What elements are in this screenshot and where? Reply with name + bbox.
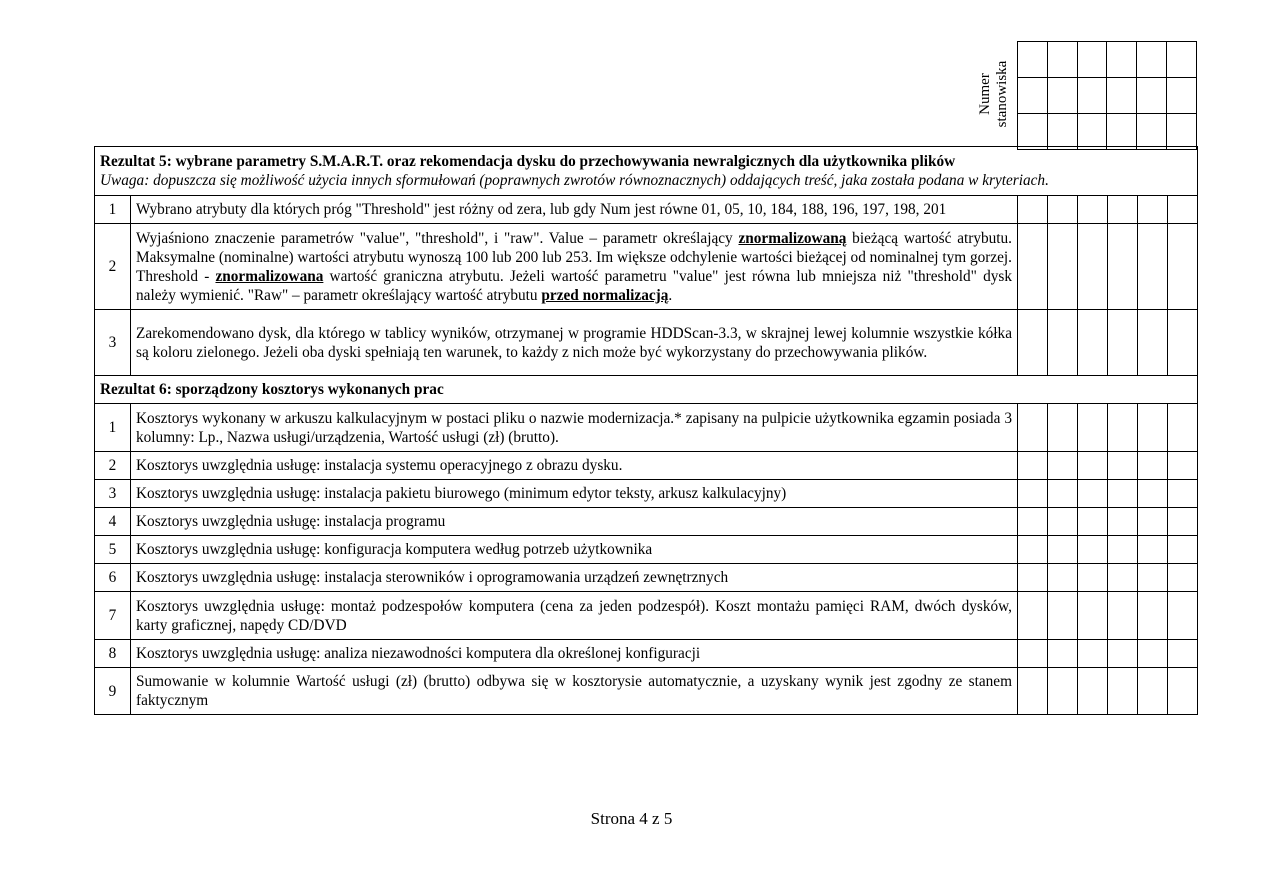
criteria-table bbox=[94, 146, 1198, 715]
table-row bbox=[95, 224, 1198, 310]
score-cell[interactable] bbox=[1138, 404, 1168, 452]
table-row bbox=[95, 592, 1198, 640]
score-cell[interactable] bbox=[1138, 480, 1168, 508]
score-cell[interactable] bbox=[1078, 592, 1108, 640]
score-cell[interactable] bbox=[1078, 668, 1108, 715]
result5-header-row bbox=[95, 147, 1198, 196]
station-cell[interactable] bbox=[1047, 114, 1077, 150]
score-cell[interactable] bbox=[1168, 640, 1198, 668]
score-cell[interactable] bbox=[1138, 536, 1168, 564]
score-cell[interactable] bbox=[1138, 564, 1168, 592]
score-cell[interactable] bbox=[1108, 508, 1138, 536]
score-cell[interactable] bbox=[1078, 536, 1108, 564]
score-cell[interactable] bbox=[1168, 564, 1198, 592]
criterion-text-part: . bbox=[668, 286, 673, 304]
table-row bbox=[95, 564, 1198, 592]
criterion-text: Zarekomendowano dysk, dla którego w tablicy wyników, otrzymanej w programie HDDScan-3.3, w skrajnej lewej kolumnie wszystkie kółka są koloru zielonego. Jeżeli oba dyski spełniają ten warunek, to każdy z nich może być wykorzystany do przechowywania plików. bbox=[131, 310, 1018, 376]
page-number: Strona 4 z 5 bbox=[590, 809, 673, 828]
score-cell[interactable] bbox=[1048, 224, 1078, 310]
result5-note: Uwaga: dopuszcza się możliwość użycia innych sformułowań (poprawnych zwrotów równoznacznych) oddających treść, jaka została podana w kryteriach. bbox=[100, 171, 1049, 189]
score-cell[interactable] bbox=[1108, 592, 1138, 640]
table-row bbox=[95, 452, 1198, 480]
score-cell[interactable] bbox=[1018, 310, 1048, 376]
station-cell[interactable] bbox=[1047, 42, 1077, 78]
score-cell[interactable] bbox=[1138, 592, 1168, 640]
score-cell[interactable] bbox=[1018, 480, 1048, 508]
station-label-line2: stanowiska bbox=[994, 60, 1010, 128]
table-row bbox=[95, 480, 1198, 508]
criterion-text: Kosztorys wykonany w arkuszu kalkulacyjnym w postaci pliku o nazwie modernizacja.* zapisany na pulpicie użytkownika egzamin posiada 3 kolumny: Lp., Nazwa usługi/urządzenia, Wartość usługi (zł) (brutto). bbox=[131, 404, 1018, 452]
station-cell[interactable] bbox=[1107, 78, 1137, 114]
station-cell[interactable] bbox=[1167, 42, 1197, 78]
criterion-text: Wybrano atrybuty dla których próg "Threshold" jest różny od zera, lub gdy Num jest równe 01, 05, 10, 184, 188, 196, 197, 198, 201 bbox=[131, 196, 1018, 224]
station-cell[interactable] bbox=[1107, 42, 1137, 78]
table-row bbox=[95, 668, 1198, 715]
score-cell[interactable] bbox=[1108, 640, 1138, 668]
criterion-text-part: wartość graniczna atrybutu. Jeżeli wartość parametru "value" jest równa lub mniejsza niż "threshold" dysk należy wymienić. "Raw" – parametr określający wartość atrybutu bbox=[136, 267, 1012, 304]
score-cell[interactable] bbox=[1108, 196, 1138, 224]
station-cell[interactable] bbox=[1167, 78, 1197, 114]
table-row bbox=[95, 536, 1198, 564]
score-cell[interactable] bbox=[1018, 564, 1048, 592]
row-number: 4 bbox=[95, 508, 131, 536]
row-number: 7 bbox=[95, 592, 131, 640]
score-cell[interactable] bbox=[1168, 452, 1198, 480]
score-cell[interactable] bbox=[1018, 640, 1048, 668]
table-row bbox=[95, 310, 1198, 376]
score-cell[interactable] bbox=[1168, 310, 1198, 376]
score-cell[interactable] bbox=[1108, 452, 1138, 480]
score-cell[interactable] bbox=[1108, 310, 1138, 376]
criterion-text: Kosztorys uwzględnia usługę: montaż podzespołów komputera (cena za jeden podzespół). Koszt montażu pamięci RAM, dwóch dysków, karty graficznej, napędy CD/DVD bbox=[131, 592, 1018, 640]
score-cell[interactable] bbox=[1168, 668, 1198, 715]
score-cell[interactable] bbox=[1018, 452, 1048, 480]
station-number-grid bbox=[1017, 41, 1197, 150]
underlined-term: znormalizowana bbox=[215, 267, 324, 285]
criterion-text: Kosztorys uwzględnia usługę: instalacja sterowników i oprogramowania urządzeń zewnętrznych bbox=[131, 564, 1018, 592]
table-row bbox=[95, 508, 1198, 536]
row-number: 3 bbox=[95, 310, 131, 376]
station-cell[interactable] bbox=[1018, 42, 1048, 78]
station-cell[interactable] bbox=[1137, 114, 1167, 150]
criterion-text: Kosztorys uwzględnia usługę: analiza niezawodności komputera dla określonej konfiguracji bbox=[131, 640, 1018, 668]
score-cell[interactable] bbox=[1078, 224, 1108, 310]
station-cell[interactable] bbox=[1137, 78, 1167, 114]
score-cell[interactable] bbox=[1138, 668, 1168, 715]
underlined-term: znormalizowaną bbox=[738, 229, 847, 247]
score-cell[interactable] bbox=[1168, 480, 1198, 508]
score-cell[interactable] bbox=[1078, 196, 1108, 224]
score-cell[interactable] bbox=[1018, 668, 1048, 715]
table-row bbox=[95, 640, 1198, 668]
score-cell[interactable] bbox=[1138, 224, 1168, 310]
row-number: 8 bbox=[95, 640, 131, 668]
score-cell[interactable] bbox=[1078, 640, 1108, 668]
score-cell[interactable] bbox=[1048, 310, 1078, 376]
score-cell[interactable] bbox=[1168, 196, 1198, 224]
score-cell[interactable] bbox=[1048, 564, 1078, 592]
row-number: 6 bbox=[95, 564, 131, 592]
score-cell[interactable] bbox=[1108, 536, 1138, 564]
criterion-text: Sumowanie w kolumnie Wartość usługi (zł) (brutto) odbywa się w kosztorysie automatycznie, a uzyskany wynik jest zgodny ze stanem faktycznym bbox=[131, 668, 1018, 715]
score-cell[interactable] bbox=[1018, 404, 1048, 452]
score-cell[interactable] bbox=[1018, 224, 1048, 310]
station-cell[interactable] bbox=[1077, 78, 1107, 114]
score-cell[interactable] bbox=[1138, 196, 1168, 224]
score-cell[interactable] bbox=[1048, 592, 1078, 640]
row-number: 9 bbox=[95, 668, 131, 715]
station-cell[interactable] bbox=[1077, 114, 1107, 150]
underlined-term: przed normalizacją bbox=[541, 286, 669, 304]
score-cell[interactable] bbox=[1048, 480, 1078, 508]
station-cell[interactable] bbox=[1137, 42, 1167, 78]
score-cell[interactable] bbox=[1138, 452, 1168, 480]
score-cell[interactable] bbox=[1048, 452, 1078, 480]
result6-header-row bbox=[95, 376, 1198, 404]
score-cell[interactable] bbox=[1168, 592, 1198, 640]
row-number: 1 bbox=[95, 404, 131, 452]
criterion-text: Kosztorys uwzględnia usługę: instalacja pakietu biurowego (minimum edytor teksty, arkusz kalkulacyjny) bbox=[131, 480, 1018, 508]
score-cell[interactable] bbox=[1138, 508, 1168, 536]
score-cell[interactable] bbox=[1168, 536, 1198, 564]
score-cell[interactable] bbox=[1048, 404, 1078, 452]
station-cell[interactable] bbox=[1047, 78, 1077, 114]
station-number-label bbox=[972, 42, 1016, 146]
score-cell[interactable] bbox=[1078, 310, 1108, 376]
criterion-text: Kosztorys uwzględnia usługę: konfiguracja komputera według potrzeb użytkownika bbox=[131, 536, 1018, 564]
score-cell[interactable] bbox=[1078, 508, 1108, 536]
score-cell[interactable] bbox=[1048, 640, 1078, 668]
score-cell[interactable] bbox=[1018, 536, 1048, 564]
station-cell[interactable] bbox=[1018, 78, 1048, 114]
criterion-text bbox=[131, 224, 1018, 310]
result6-title: Rezultat 6: sporządzony kosztorys wykonanych prac bbox=[95, 376, 1198, 404]
score-cell[interactable] bbox=[1078, 564, 1108, 592]
score-cell[interactable] bbox=[1108, 668, 1138, 715]
score-cell[interactable] bbox=[1108, 480, 1138, 508]
row-number: 3 bbox=[95, 480, 131, 508]
score-cell[interactable] bbox=[1048, 668, 1078, 715]
score-cell[interactable] bbox=[1168, 404, 1198, 452]
station-cell[interactable] bbox=[1018, 114, 1048, 150]
score-cell[interactable] bbox=[1078, 404, 1108, 452]
row-number: 2 bbox=[95, 452, 131, 480]
score-cell[interactable] bbox=[1138, 640, 1168, 668]
score-cell[interactable] bbox=[1168, 508, 1198, 536]
criterion-text: Kosztorys uwzględnia usługę: instalacja systemu operacyjnego z obrazu dysku. bbox=[131, 452, 1018, 480]
row-number: 5 bbox=[95, 536, 131, 564]
station-cell[interactable] bbox=[1107, 114, 1137, 150]
table-row bbox=[95, 196, 1198, 224]
score-cell[interactable] bbox=[1048, 196, 1078, 224]
score-cell[interactable] bbox=[1108, 224, 1138, 310]
station-label-line1: Numer bbox=[977, 73, 993, 115]
score-cell[interactable] bbox=[1108, 564, 1138, 592]
score-cell[interactable] bbox=[1168, 224, 1198, 310]
score-cell[interactable] bbox=[1078, 480, 1108, 508]
score-cell[interactable] bbox=[1138, 310, 1168, 376]
score-cell[interactable] bbox=[1078, 452, 1108, 480]
score-cell[interactable] bbox=[1048, 536, 1078, 564]
score-cell[interactable] bbox=[1018, 196, 1048, 224]
criterion-text-part: bieżącą wartość atrybutu. Maksymalne (nominalne) wartości atrybutu wynoszą 100 lub 200 lub 253. Im większe odchylenie wartości bieżącej od nominalnej tym gorzej. Threshold - bbox=[136, 229, 1012, 285]
criterion-text-part: Wyjaśniono znaczenie parametrów "value", "threshold", i "raw". Value – parametr określający bbox=[136, 229, 739, 247]
score-cell[interactable] bbox=[1048, 508, 1078, 536]
row-number: 2 bbox=[95, 224, 131, 310]
row-number: 1 bbox=[95, 196, 131, 224]
station-cell[interactable] bbox=[1167, 114, 1197, 150]
score-cell[interactable] bbox=[1108, 404, 1138, 452]
score-cell[interactable] bbox=[1018, 508, 1048, 536]
table-row bbox=[95, 404, 1198, 452]
result5-title: Rezultat 5: wybrane parametry S.M.A.R.T. oraz rekomendacja dysku do przechowywania newralgicznych dla użytkownika plików bbox=[100, 152, 956, 170]
station-cell[interactable] bbox=[1077, 42, 1107, 78]
criterion-text: Kosztorys uwzględnia usługę: instalacja programu bbox=[131, 508, 1018, 536]
score-cell[interactable] bbox=[1018, 592, 1048, 640]
